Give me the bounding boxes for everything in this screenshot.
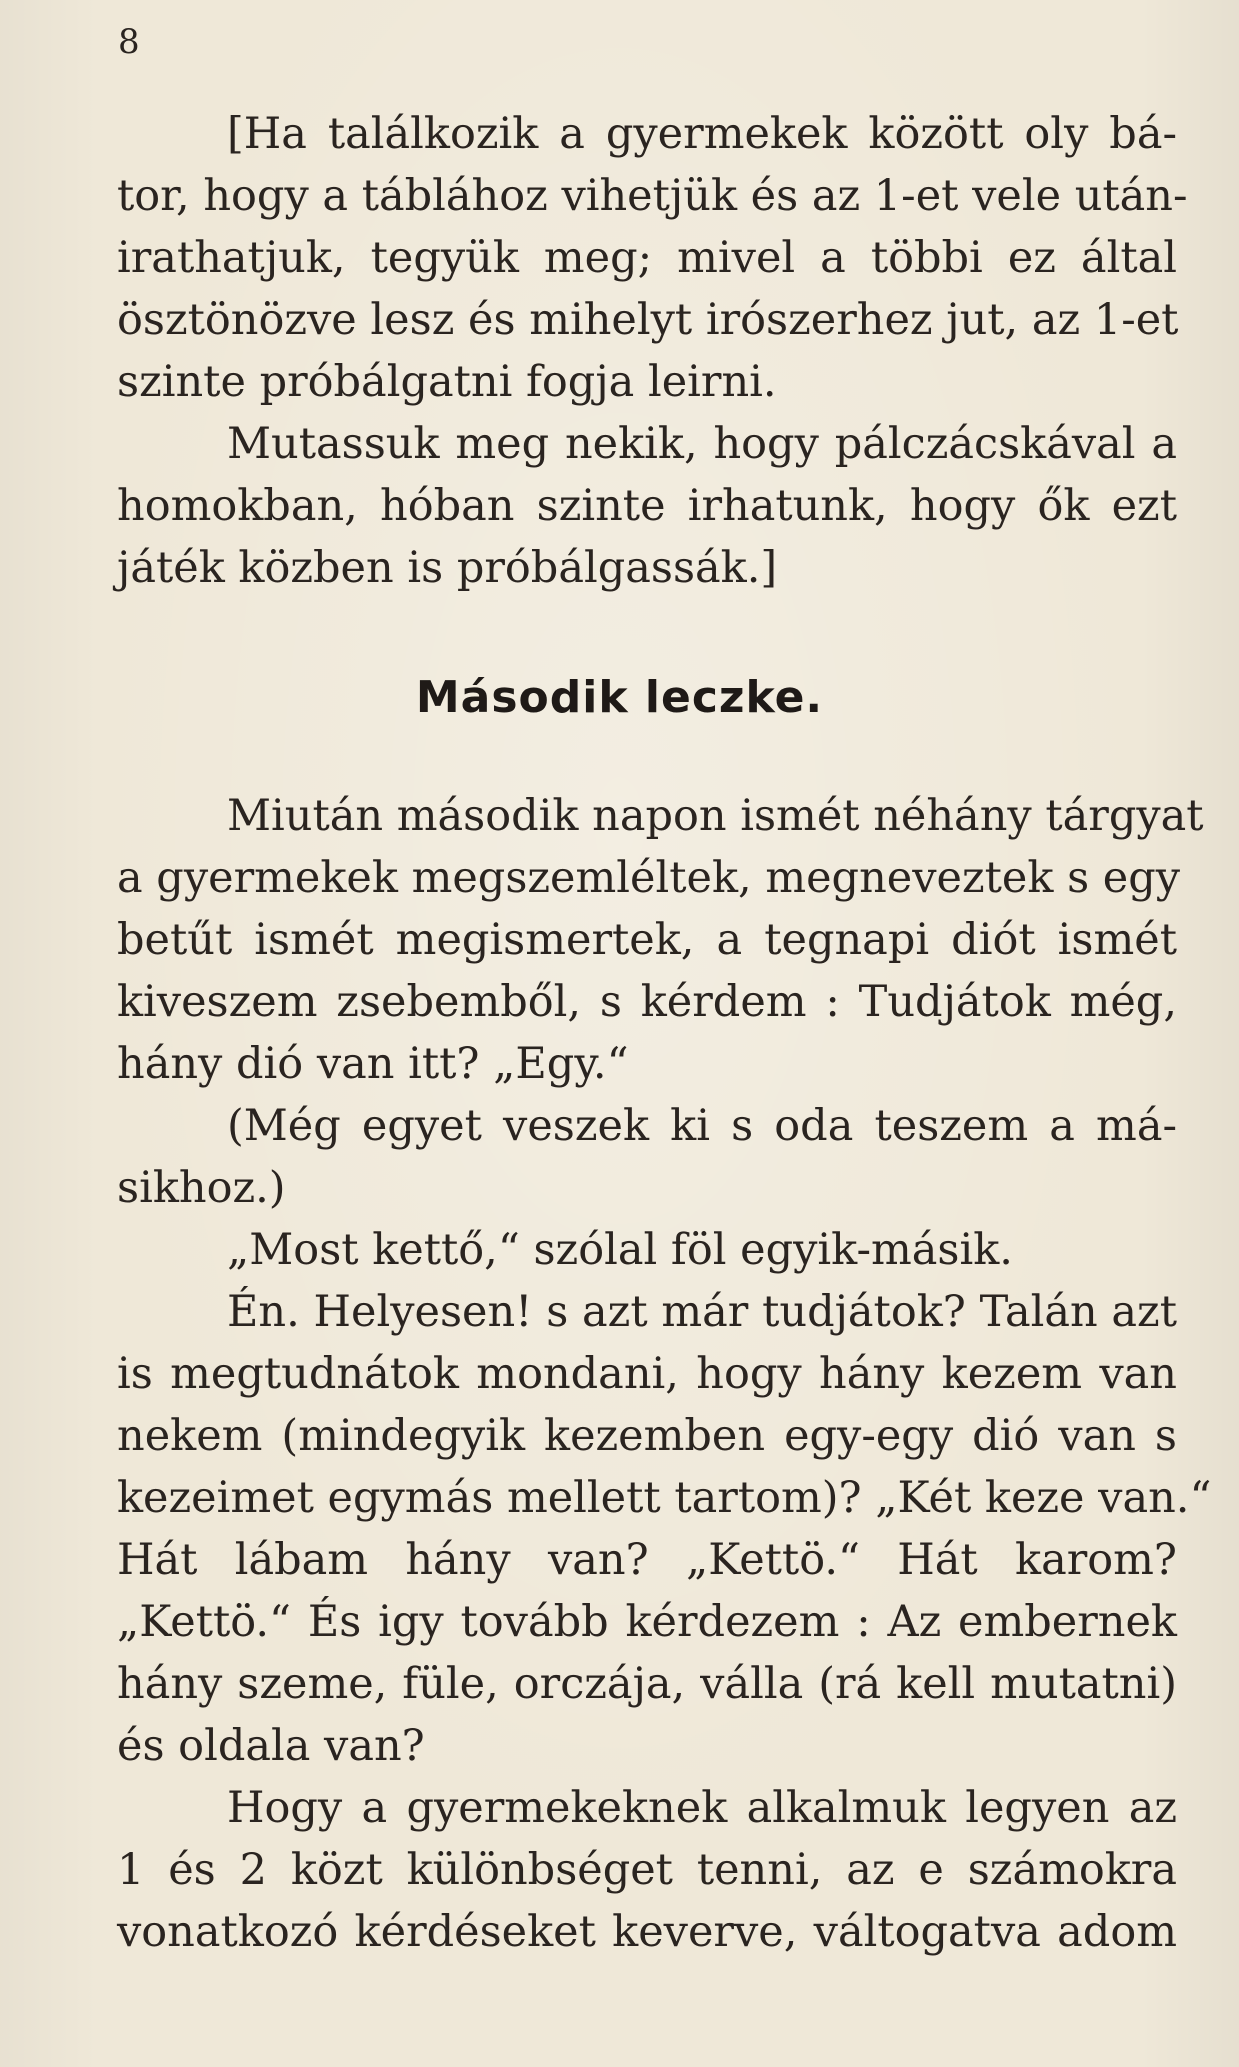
paragraph-now-two — [117, 1219, 1177, 1281]
text-line: sikhoz.) — [117, 1163, 286, 1213]
text-line: kiveszem zsebemből, s kérdem : Tudjátok még, — [117, 977, 1177, 1027]
text-line: a gyermekek megszemléltek, megneveztek s egy — [117, 853, 1181, 903]
paragraph-dialogue — [117, 1281, 1212, 1777]
text-line: Hát lábam hány van? „Kettö.“ Hát karom? — [117, 1535, 1177, 1585]
text-line: hány szeme, füle, orczája, válla (rá kell mutatni) — [117, 1659, 1177, 1709]
section-heading: Második leczke. — [415, 672, 824, 723]
text-line: „Kettö.“ És igy tovább kérdezem : Az embernek — [117, 1597, 1177, 1647]
text-line: Miután második napon ismét néhány tárgyat — [227, 791, 1204, 841]
text-line: betűt ismét megismertek, a tegnapi diót ismét — [117, 915, 1177, 965]
paragraph-instructions — [117, 103, 1188, 413]
text-line: játék közben is próbálgassák.] — [117, 543, 778, 593]
text-line: Hogy a gyermekeknek alkalmuk legyen az — [227, 1783, 1177, 1833]
text-line: hány dió van itt? „Egy.“ — [117, 1039, 629, 1089]
paragraph-difference — [117, 1777, 1177, 1963]
paragraph-sand-writing — [117, 413, 1177, 599]
text-line: ösztönözve lesz és mihelyt irószerhez jut, az 1-et — [117, 295, 1179, 345]
text-line: vonatkozó kérdéseket keverve, váltogatva adom — [117, 1907, 1177, 1957]
paragraph-second-lesson — [117, 785, 1204, 1095]
text-line: és oldala van? — [117, 1721, 425, 1771]
text-line: [Ha találkozik a gyermekek között oly bá- — [227, 109, 1177, 159]
text-line: irathatjuk, tegyük meg; mivel a többi ez által — [117, 233, 1177, 283]
paragraph-another-nut — [117, 1095, 1177, 1219]
text-line: kezeimet egymás mellett tartom)? „Két keze van.“ — [117, 1473, 1212, 1523]
page-number: 8 — [118, 22, 141, 62]
text-line: Én. Helyesen! s azt már tudjátok? Talán azt — [227, 1287, 1177, 1337]
text-line: Mutassuk meg nekik, hogy pálczácskával a — [227, 419, 1177, 469]
text-line: (Még egyet veszek ki s oda teszem a má- — [227, 1101, 1177, 1151]
text-line: homokban, hóban szinte irhatunk, hogy ők ezt — [117, 481, 1177, 531]
text-line: is megtudnátok mondani, hogy hány kezem van — [117, 1349, 1177, 1399]
text-line: szinte próbálgatni fogja leirni. — [117, 357, 777, 407]
text-line: 1 és 2 közt különbséget tenni, az e számokra — [117, 1845, 1177, 1895]
text-line: tor, hogy a táblához vihetjük és az 1-et vele után- — [117, 171, 1188, 221]
text-line: nekem (mindegyik kezemben egy-egy dió van s — [117, 1411, 1177, 1461]
text-line: „Most kettő,“ szólal föl egyik-másik. — [227, 1225, 1013, 1275]
